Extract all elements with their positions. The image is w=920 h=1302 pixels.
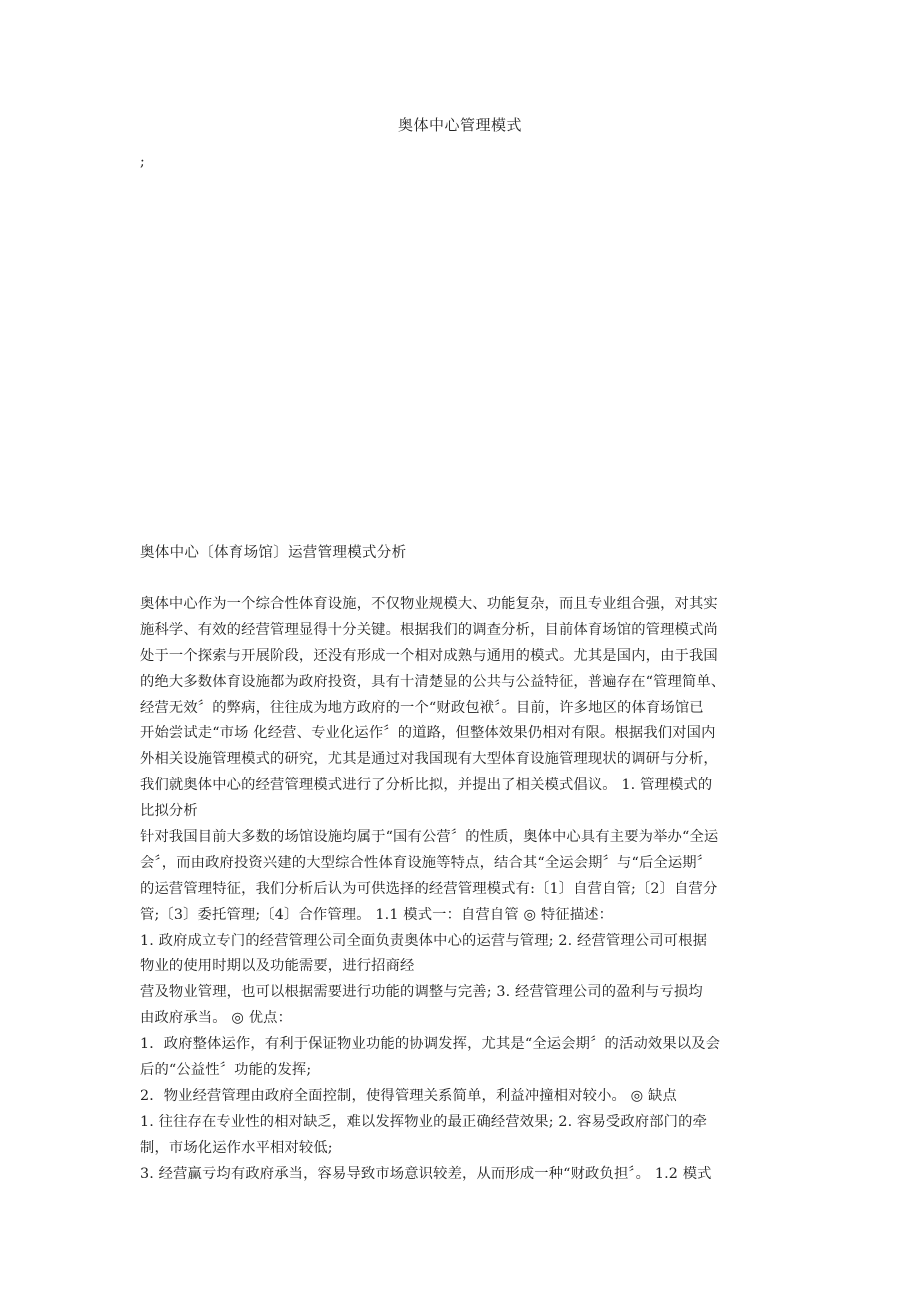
body-line: 外相关设施管理模式的研究，尤其是通过对我国现有大型体育设施管理现状的调研与分析， (140, 751, 718, 768)
body-line: 营及物业管理，也可以根据需要进行功能的调整与完善; 3. 经营管理公司的盈利与亏损均 (140, 984, 703, 1001)
body-line: 针对我国目前大多数的场馆设施均属于“国有公营〞的性质，奥体中心具有主要为举办“全运 (140, 829, 719, 846)
body-line: 经营无效〞的弊病，往往成为地方政府的一个“财政包袱〞。目前，许多地区的体育场馆已 (140, 699, 704, 716)
body-line: 处于一个探索与开展阶段，还没有形成一个相对成熟与通用的模式。尤其是国内，由于我国 (140, 647, 718, 664)
body-line: 施科学、有效的经营管理显得十分关键。根据我们的调查分析，目前体育场馆的管理模式尚 (140, 621, 718, 638)
body-line: 比拟分析 (140, 803, 198, 820)
body-line: 物业的使用时期以及功能需要，进行招商经 (140, 958, 415, 975)
body-line: 由政府承当。 ◎ 优点： (140, 1010, 293, 1027)
body-line: 1．政府整体运作，有利于保证物业功能的协调发挥，尤其是“全运会期〞的活动效果以及会 (140, 1036, 721, 1053)
body-text (140, 592, 782, 1187)
body-line: 1. 往往存在专业性的相对缺乏，难以发挥物业的最正确经营效果; 2. 容易受政府部门的牵 (140, 1113, 708, 1130)
body-line: 会〞，而由政府投资兴建的大型综合性体育设施等特点，结合其“全运会期〞与“后全运期〞 (140, 854, 712, 871)
semicolon-marker: ; (140, 154, 145, 170)
body-line: 2．物业经营管理由政府全面控制，使得管理关系简单，利益冲撞相对较小。 ◎ 缺点 (140, 1087, 677, 1104)
body-line: 奥体中心作为一个综合性体育设施，不仅物业规模大、功能复杂，而且专业组合强，对其实 (140, 596, 718, 612)
body-line: 我们就奥体中心的经营管理模式进行了分析比拟，并提出了相关模式倡议。 1. 管理模式的 (140, 777, 713, 794)
body-line: 后的“公益性〞功能的发挥; (140, 1062, 312, 1079)
body-line: 制，市场化运作水平相对较低; (140, 1139, 333, 1156)
body-line: 开始尝试走“市场 化经营、专业化运作〞的道路，但整体效果仍相对有限。根据我们对国内 (140, 725, 716, 742)
body-line: 的绝大多数体育设施都为政府投资，具有十清楚显的公共与公益特征，普遍存在“管理简单、 (140, 673, 726, 690)
body-line: 的运营管理特征，我们分析后认为可供选择的经营管理模式有:〔1〕自营自管;〔2〕自营分 (140, 880, 718, 897)
body-line: 管;〔3〕委托管理;〔4〕合作管理。 1.1 模式一：自营自管 ◎ 特征描述： (140, 906, 614, 923)
section-heading: 奥体中心〔体育场馆〕运营管理模式分析 (140, 545, 407, 561)
body-line: 3. 经营赢亏均有政府承当，容易导致市场意识较差，从而形成一种“财政负担〞。 1.2 模式 (140, 1165, 712, 1182)
body-line: 1. 政府成立专门的经营管理公司全面负责奥体中心的运营与管理; 2. 经营管理公司可根据 (140, 932, 708, 949)
document-title: 奥体中心管理模式 (397, 116, 522, 134)
